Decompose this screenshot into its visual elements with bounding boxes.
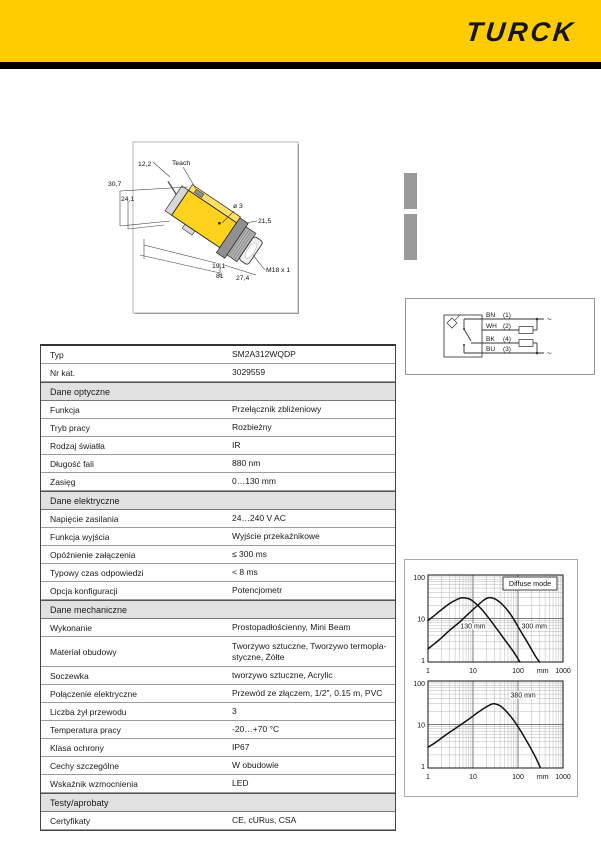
- y-tick-label: 10: [417, 722, 425, 730]
- spec-label: Cechy szczególne: [50, 760, 119, 771]
- product-dimension-drawing: [100, 139, 360, 314]
- switch-blade: [464, 329, 471, 341]
- dimension-label: 30,7: [108, 181, 122, 188]
- resistor: [519, 340, 533, 347]
- spec-row: [41, 346, 395, 364]
- spec-row: [41, 685, 395, 703]
- spec-value: 3: [232, 706, 237, 717]
- spec-row: [41, 455, 395, 473]
- spec-section-row: [41, 793, 395, 812]
- spec-value: Wyjście przekaźnikowe: [232, 531, 320, 542]
- spec-row: [41, 637, 395, 667]
- spec-label: Typ: [50, 349, 64, 360]
- wire-color-label: BU: [486, 346, 496, 353]
- x-tick-label: 10: [469, 774, 477, 781]
- wiring-diagram: [405, 298, 595, 375]
- wire-color-label: BK: [486, 336, 495, 343]
- x-tick-label: 100: [512, 774, 524, 781]
- ac-symbol: ~: [547, 315, 552, 324]
- chart-curve: [428, 704, 540, 767]
- spec-section-title: Testy/aprobaty: [50, 797, 109, 808]
- spec-row: [41, 619, 395, 637]
- dimension-label: 81: [216, 273, 224, 280]
- spec-label: Typowy czas odpowiedzi: [50, 567, 144, 578]
- sidebar-tab: [404, 214, 417, 260]
- x-tick-label: 1: [426, 774, 430, 781]
- spec-value: Przewód ze złączem, 1/2", 0.15 m, PVC: [232, 688, 383, 699]
- wire-color-label: BN: [486, 312, 496, 319]
- spec-row: [41, 510, 395, 528]
- spec-row: [41, 419, 395, 437]
- series-label: 130 mm: [460, 623, 486, 631]
- dimension-label: 27,4: [236, 275, 250, 282]
- spec-section-row: [41, 382, 395, 401]
- spec-label: Soczewka: [50, 670, 89, 681]
- spec-row: [41, 775, 395, 793]
- spec-label: Zasięg: [50, 476, 76, 487]
- x-tick-label: 10: [469, 668, 477, 675]
- wire-pin-label: (1): [503, 312, 511, 319]
- spec-label: Długość fali: [50, 458, 94, 469]
- spec-label: Tryb pracy: [50, 422, 90, 433]
- spec-value: 880 nm: [232, 458, 261, 469]
- diamond-arrow: [455, 315, 460, 320]
- spec-row: [41, 721, 395, 739]
- y-tick-label: 1: [421, 764, 425, 771]
- spec-value: -20…+70 °C: [232, 724, 280, 735]
- spec-value: Tworzywo sztuczne, Tworzywo termopla-styczne, Żółte: [232, 641, 387, 662]
- x-tick-label: 100: [512, 668, 524, 675]
- annotation-label: Diffuse mode: [508, 579, 552, 588]
- response-charts: [404, 559, 578, 797]
- spec-value: CE, cURus, CSA: [232, 815, 297, 826]
- header-divider-bar: [0, 62, 601, 69]
- spec-table: [40, 344, 396, 831]
- spec-value: 24…240 V AC: [232, 513, 286, 524]
- page-header: [0, 0, 601, 62]
- x-tick-label: 1000: [555, 774, 571, 781]
- series-label: 380 mm: [510, 692, 536, 700]
- spec-value: tworzywo sztuczne, Acrylic: [232, 670, 333, 681]
- spec-section-title: Dane elektryczne: [50, 495, 120, 506]
- spec-value: 3029559: [232, 367, 266, 378]
- spec-value: ≤ 300 ms: [232, 549, 267, 560]
- spec-label: Napięcie zasilania: [50, 513, 119, 524]
- spec-value: LED: [232, 778, 249, 789]
- dimension-label: 19,1: [212, 263, 226, 270]
- spec-row: [41, 528, 395, 546]
- x-tick-label: 1000: [555, 668, 571, 675]
- spec-label: Temperatura pracy: [50, 724, 121, 735]
- spec-label: Funkcja: [50, 404, 80, 415]
- spec-label: Opóźnienie załączenia: [50, 549, 136, 560]
- spec-row: [41, 437, 395, 455]
- spec-row: [41, 564, 395, 582]
- spec-value: IP67: [232, 742, 250, 753]
- spec-label: Liczba żył przewodu: [50, 706, 127, 717]
- y-tick-label: 10: [417, 616, 425, 624]
- spec-label: Połączenie elektryczne: [50, 688, 137, 699]
- spec-value: IR: [232, 440, 241, 451]
- spec-label: Nr kat.: [50, 367, 76, 378]
- y-tick-label: 100: [413, 681, 425, 688]
- spec-row: [41, 582, 395, 600]
- excess-gain-chart: [405, 561, 577, 678]
- contact-dot: [463, 344, 465, 346]
- spec-row: [41, 546, 395, 564]
- spec-value: Przełącznik zbliżeniowy: [232, 404, 322, 415]
- spec-row: [41, 703, 395, 721]
- spec-label: Certyfikaty: [50, 815, 91, 826]
- spec-label: Opcja konfiguracji: [50, 585, 118, 596]
- excess-gain-chart: [405, 667, 577, 784]
- spec-label: Funkcja wyjścia: [50, 531, 110, 542]
- wire-pin-label: (4): [503, 336, 511, 343]
- spec-label: Wskaźnik wzmocnienia: [50, 778, 138, 789]
- spec-section-title: Dane optyczne: [50, 386, 111, 397]
- series-label: 300 mm: [521, 623, 547, 631]
- spec-label: Materiał obudowy: [50, 646, 117, 657]
- dimension-label: 21,5: [258, 218, 272, 225]
- spec-row: [41, 739, 395, 757]
- junction-dot: [536, 318, 539, 321]
- ac-symbol: ~: [547, 349, 552, 358]
- spec-row: [41, 473, 395, 491]
- spec-row: [41, 401, 395, 419]
- spec-section-row: [41, 491, 395, 510]
- spec-row: [41, 364, 395, 382]
- dimension-label: 24,1: [121, 196, 135, 203]
- spec-value: < 8 ms: [232, 567, 258, 578]
- spec-value: W obudowie: [232, 760, 279, 771]
- spec-section-row: [41, 600, 395, 619]
- wire-pin-label: (2): [503, 323, 511, 330]
- spec-value: 0…130 mm: [232, 476, 276, 487]
- y-tick-label: 100: [413, 575, 425, 582]
- junction-dot: [536, 352, 539, 355]
- spec-label: Klasa ochrony: [50, 742, 104, 753]
- spec-value: Prostopadłościenny, Mini Beam: [232, 622, 351, 633]
- contact-dot: [463, 328, 465, 330]
- spec-section-title: Dane mechaniczne: [50, 604, 128, 615]
- dimension-label: ø 3: [233, 203, 243, 210]
- spec-row: [41, 812, 395, 830]
- spec-value: Potencjometr: [232, 585, 283, 596]
- resistor: [519, 327, 533, 334]
- turck-logo: TURCK: [463, 17, 577, 47]
- spec-label: Wykonanie: [50, 622, 92, 633]
- x-axis-unit: mm: [536, 668, 549, 675]
- spec-label: Rodzaj światła: [50, 440, 105, 451]
- spec-value: Rozbieżny: [232, 422, 272, 433]
- spec-row: [41, 757, 395, 775]
- spec-value: SM2A312WQDP: [232, 349, 296, 360]
- sidebar-tab: [404, 173, 417, 209]
- sensor-symbol-box: [444, 315, 482, 357]
- dimension-label: M18 x 1: [266, 267, 291, 274]
- wire-color-label: WH: [486, 323, 497, 330]
- x-tick-label: 1: [426, 668, 430, 675]
- x-axis-unit: mm: [536, 774, 549, 781]
- spec-row: [41, 667, 395, 685]
- wire-pin-label: (3): [503, 346, 511, 353]
- y-tick-label: 1: [421, 658, 425, 665]
- dimension-label: Teach: [172, 160, 191, 167]
- dimension-label: 12,2: [138, 161, 152, 168]
